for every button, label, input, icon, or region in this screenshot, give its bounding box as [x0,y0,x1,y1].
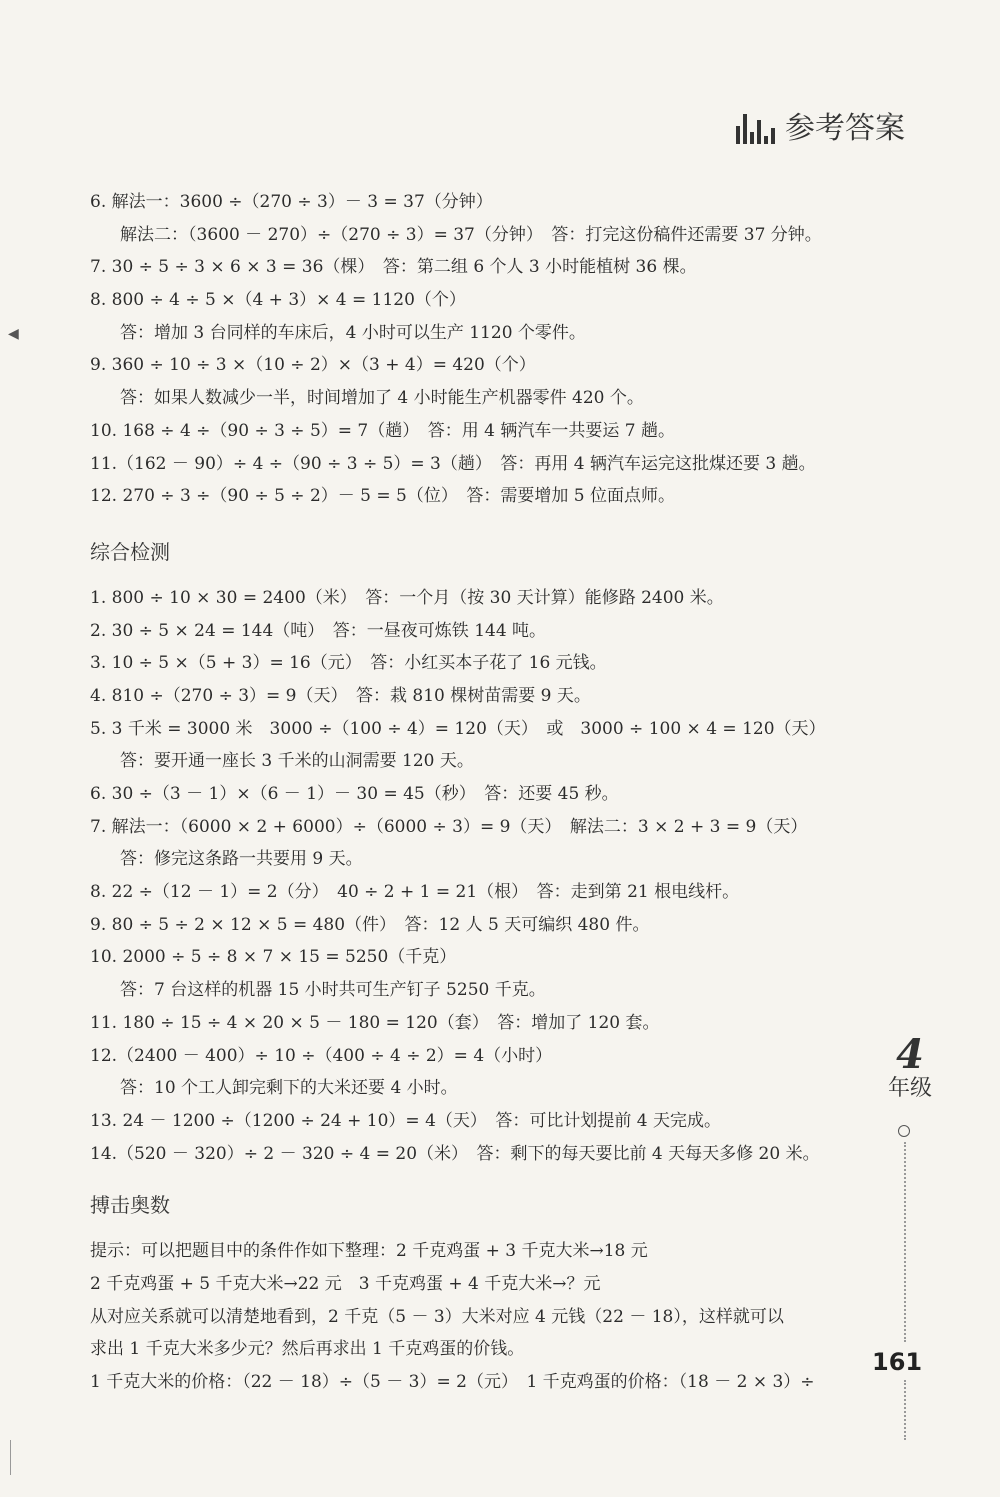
answer-line: 5. 3 千米 = 3000 米 3000 ÷（100 ÷ 4）= 120（天） 或 3000 ÷ 100 × 4 = 120（天） [90,718,826,739]
answer-line: 12.（2400 － 400）÷ 10 ÷（400 ÷ 4 ÷ 2）= 4（小时） [90,1045,553,1066]
answers-olympiad [90,1235,870,1398]
edge-mark [10,1440,11,1475]
answer-line: 11.（162 － 90）÷ 4 ÷（90 ÷ 3 ÷ 5）= 3（趟） 答：再用 4 辆汽车运完这批煤还要 3 趟。 [90,453,816,474]
answer-line: 9. 360 ÷ 10 ÷ 3 ×（10 ÷ 2）×（3 + 4）= 420（个） [90,355,536,376]
answer-line: 14.（520 － 320）÷ 2 － 320 ÷ 4 = 20（米） 答：剩下的每天要比前 4 天每天多修 20 米。 [90,1143,820,1164]
answer-line: 6. 解法一：3600 ÷（270 ÷ 3）－ 3 = 37（分钟） [90,192,493,212]
answers-comprehensive-test [90,582,870,1170]
left-arrow-icon: ◀ [8,326,19,342]
dotted-divider-bottom [904,1380,906,1440]
answer-line: 12. 270 ÷ 3 ÷（90 ÷ 5 ÷ 2）－ 5 = 5（位） 答：需要增加 5 位面点师。 [90,486,675,507]
section-title-olympiad: 搏击奥数 [90,1193,170,1218]
answer-line: 1. 800 ÷ 10 × 30 = 2400（米） 答：一个月（按 30 天计算）能修路 2400 米。 [90,587,724,608]
answer-line: 10. 2000 ÷ 5 ÷ 8 × 7 × 15 = 5250（千克） [90,947,457,968]
grade-number: 4 [896,1031,924,1078]
answers-part-1 [90,186,870,513]
answer-line: 2 千克鸡蛋 + 5 千克大米→22 元 3 千克鸡蛋 + 4 千克大米→？元 [90,1273,601,1294]
answer-line: 答：修完这条路一共要用 9 天。 [120,849,363,870]
answer-line: 求出 1 千克大米多少元？然后再求出 1 千克鸡蛋的价钱。 [90,1339,525,1360]
header-title: 参考答案 [785,111,905,146]
answer-line: 7. 30 ÷ 5 ÷ 3 × 6 × 3 = 36（棵） 答：第二组 6 个人 3 小时能植树 36 棵。 [90,257,697,278]
answer-line: 答：增加 3 台同样的车床后，4 小时可以生产 1120 个零件。 [120,322,586,343]
circle-marker-icon [898,1125,910,1137]
answer-line: 从对应关系就可以清楚地看到，2 千克（5 － 3）大米对应 4 元钱（22 － 18），这样就可以 [90,1306,784,1327]
answer-line: 2. 30 ÷ 5 × 24 = 144（吨） 答：一昼夜可炼铁 144 吨。 [90,620,547,641]
grade-tab [885,1031,935,1103]
answer-content [90,186,870,1399]
answer-line: 7. 解法一：（6000 × 2 + 6000）÷（6000 ÷ 3）= 9（天） 解法二：3 × 2 + 3 = 9（天） [90,816,808,837]
answer-line: 8. 800 ÷ 4 ÷ 5 ×（4 + 3）× 4 = 1120（个） [90,290,466,311]
answer-line: 提示：可以把题目中的条件作如下整理：2 千克鸡蛋 + 3 千克大米→18 元 [90,1241,648,1262]
answer-line: 答：要开通一座长 3 千米的山洞需要 120 天。 [120,751,474,772]
answer-line: 答：如果人数减少一半，时间增加了 4 小时能生产机器零件 420 个。 [120,388,644,409]
answer-line: 11. 180 ÷ 15 ÷ 4 × 20 × 5 － 180 = 120（套） 答：增加了 120 套。 [90,1012,660,1033]
answer-line: 答：7 台这样的机器 15 小时共可生产钉子 5250 千克。 [120,980,546,1001]
bars-logo-icon [736,108,775,144]
section-title-comprehensive-test: 综合检测 [90,539,170,564]
answer-line: 13. 24 － 1200 ÷（1200 ÷ 24 + 10）= 4（天） 答：可比计划提前 4 天完成。 [90,1110,722,1131]
answer-line: 9. 80 ÷ 5 ÷ 2 × 12 × 5 = 480（件） 答：12 人 5 天可编织 480 件。 [90,914,650,935]
answer-line: 答：10 个工人卸完剩下的大米还要 4 小时。 [120,1078,458,1099]
answer-line: 1 千克大米的价格：（22 － 18）÷（5 － 3）= 2（元） 1 千克鸡蛋的价格：（18 － 2 × 3）÷ [90,1372,815,1392]
answer-line: 6. 30 ÷（3 － 1）×（6 － 1）－ 30 = 45（秒） 答：还要 45 秒。 [90,784,619,804]
grade-label: 年级 [887,1076,932,1101]
answer-line: 4. 810 ÷（270 ÷ 3）= 9（天） 答：栽 810 棵树苗需要 9 天。 [90,685,591,706]
dotted-divider [904,1142,906,1342]
answer-line: 10. 168 ÷ 4 ÷（90 ÷ 3 ÷ 5）= 7（趟） 答：用 4 辆汽车一共要运 7 趟。 [90,420,675,441]
page-number: 161 [872,1348,923,1376]
answer-line: 解法二：（3600 － 270）÷（270 ÷ 3）= 37（分钟） 答：打完这份稿件还需要 37 分钟。 [120,224,822,245]
answer-line: 3. 10 ÷ 5 ×（5 + 3）= 16（元） 答：小红买本子花了 16 元钱。 [90,653,607,674]
answer-line: 8. 22 ÷（12 － 1）= 2（分） 40 ÷ 2 + 1 = 21（根） 答：走到第 21 根电线杆。 [90,882,740,903]
page-header [736,108,905,144]
